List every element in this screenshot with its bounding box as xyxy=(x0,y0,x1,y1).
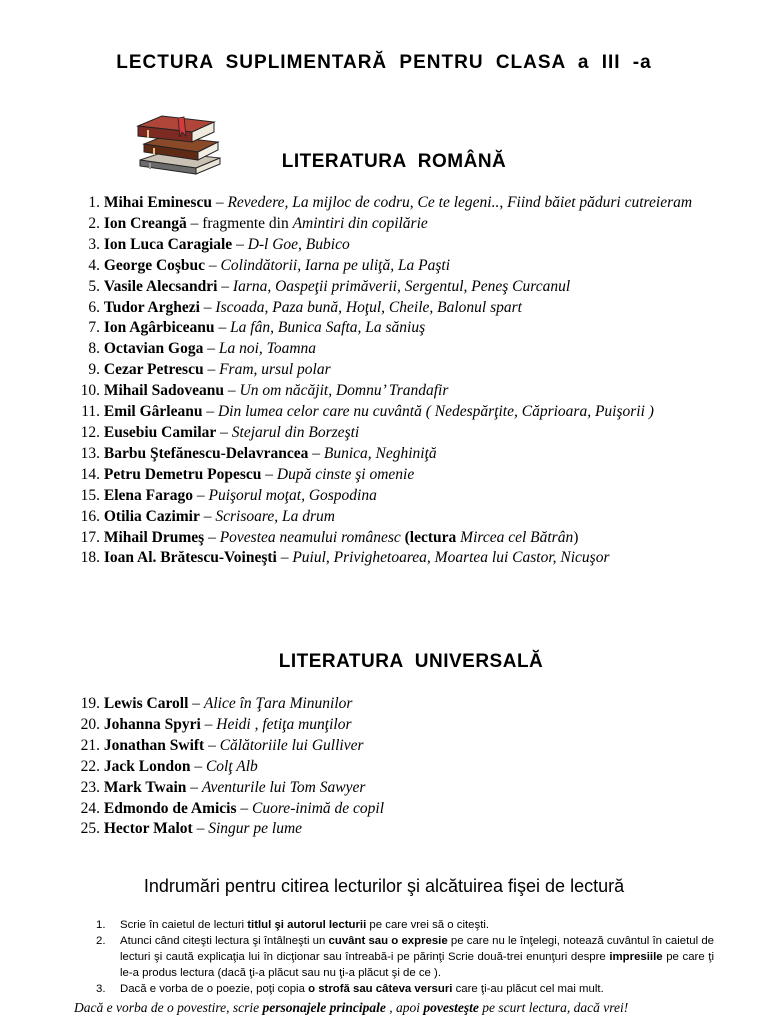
works-title: Aventurile lui Tom Sawyer xyxy=(201,778,366,796)
list-item: 10. Mihail Sadoveanu – Un om năcăjit, Domnu’ Trandafir xyxy=(74,381,712,402)
item-number: 3. xyxy=(96,983,106,995)
instruction-item: 2. Atunci când citeşti lectura şi întâlneşti un cuvânt sau o expresie pe care nu le înţelegi, notează cuvântul în caietul de lecturi şi caută explicaţia lui în dicţionar sau întreabă-i pe părinţi Scrie două-trei enunţuri despre impresiile pe care ţi le-a produs lectura (dacă ţi-a plăcut sau nu ţi-a plăcut şi de ce ). xyxy=(96,935,714,979)
works-title: Puişorul moţat, Gospodina xyxy=(208,486,377,504)
author-name: Elena Farago xyxy=(103,486,193,504)
author-name: Vasile Alecsandri xyxy=(103,277,218,295)
works-title: Iscoada, Paza bună, Hoţul, Cheile, Balonul spart xyxy=(215,298,522,316)
author-name: George Coşbuc xyxy=(103,256,206,274)
item-number: 18. xyxy=(80,549,100,567)
item-number: 17. xyxy=(80,528,100,546)
item-number: 21. xyxy=(80,736,100,754)
works-title: Iarna, Oaspeţii primăverii, Sergentul, Peneş Curcanul xyxy=(232,277,571,295)
item-number: 25. xyxy=(80,820,100,838)
item-number: 5. xyxy=(88,277,100,295)
instructions-list xyxy=(92,917,714,997)
author-name: Jonathan Swift xyxy=(103,736,205,754)
works-title: Cuore-inimă de copil xyxy=(252,799,385,817)
item-number: 3. xyxy=(88,235,100,253)
works-title: Amintiri din copilărie xyxy=(292,214,428,232)
works-title: La fân, Bunica Safta, La săniuş xyxy=(230,319,426,337)
author-name: Octavian Goga xyxy=(103,340,204,358)
item-number: 12. xyxy=(80,423,100,441)
works-title: Bunica, Neghiniţă xyxy=(323,444,437,462)
author-name: Eusebiu Camilar xyxy=(103,423,217,441)
works-title: Din lumea celor care nu cuvântă ( Nedespărţite, Căprioara, Puişorii ) xyxy=(217,403,654,421)
list-item: 20. Johanna Spyri – Heidi , fetiţa munţilor xyxy=(74,715,712,736)
item-number: 14. xyxy=(80,465,100,483)
list-item: 19. Lewis Caroll – Alice în Ţara Minunilor xyxy=(74,694,712,715)
list-item: 25. Hector Malot – Singur pe lume xyxy=(74,819,712,840)
item-number: 2. xyxy=(96,935,106,947)
author-name: Ion Luca Caragiale xyxy=(103,235,233,253)
list-item: 13. Barbu Ştefănescu-Delavrancea – Bunica, Neghiniţă xyxy=(74,444,712,465)
item-number: 19. xyxy=(80,695,100,712)
works-title: Revedere, La mijloc de codru, Ce te legeni.., Fiind băiet păduri cutreieram xyxy=(227,194,693,211)
author-name: Ion Agârbiceanu xyxy=(103,319,215,337)
author-name: Cezar Petrescu xyxy=(103,361,204,379)
item-number: 7. xyxy=(88,319,100,337)
works-title: Povestea neamului românesc xyxy=(219,528,401,546)
list-item: 12. Eusebiu Camilar – Stejarul din Borzeşti xyxy=(74,423,712,444)
author-name: Petru Demetru Popescu xyxy=(103,465,262,483)
romanian-reading-list xyxy=(74,193,712,569)
works-title: Heidi , fetiţa munţilor xyxy=(216,715,352,733)
list-item: 18. Ioan Al. Brătescu-Voineşti – Puiul, Privighetoarea, Moartea lui Castor, Nicuşor xyxy=(74,548,712,569)
item-number: 22. xyxy=(80,757,100,775)
list-item: 1. Mihai Eminescu – Revedere, La mijloc de codru, Ce te legeni.., Fiind băiet păduri cutreieram xyxy=(74,193,712,214)
author-name: Lewis Caroll xyxy=(103,695,189,712)
item-number: 23. xyxy=(80,778,100,796)
item-number: 4. xyxy=(88,256,100,274)
universal-reading-list xyxy=(74,694,712,840)
instruction-item: 3. Dacă e vorba de o poezie, poţi copia o strofă sau câteva versuri care ţi-au plăcut cel mai mult. xyxy=(96,983,604,995)
item-number: 16. xyxy=(80,507,100,525)
item-number: 2. xyxy=(88,214,100,232)
section-heading-romanian: LITERATURA ROMÂNĂ xyxy=(281,151,507,172)
author-name: Ioan Al. Brătescu-Voineşti xyxy=(103,549,277,567)
author-name: Mihail Sadoveanu xyxy=(103,382,225,400)
item-number: 15. xyxy=(80,486,100,504)
author-name: Mihail Drumeş xyxy=(103,528,205,546)
list-item: 9. Cezar Petrescu – Fram, ursul polar xyxy=(74,360,712,381)
author-name: Barbu Ştefănescu-Delavrancea xyxy=(103,444,309,462)
closing-note: Dacă e vorba de o povestire, scrie personajele principale , apoi povesteşte pe scurt lectura, dacă vrei! xyxy=(74,1000,629,1015)
item-number: 24. xyxy=(80,799,100,817)
instruction-item: 1. Scrie în caietul de lecturi titlul şi autorul lecturii pe care vrei să o citeşti. xyxy=(96,919,490,931)
list-item: 11. Emil Gârleanu – Din lumea celor care nu cuvântă ( Nedespărţite, Căprioara, Puişorii ) xyxy=(74,402,712,423)
author-name: Edmondo de Amicis xyxy=(103,799,237,817)
item-number: 11. xyxy=(81,403,100,421)
list-item: 3. Ion Luca Caragiale – D-l Goe, Bubico xyxy=(74,235,712,256)
item-number: 13. xyxy=(80,444,100,462)
works-title: Un om năcăjit, Domnu’ Trandafir xyxy=(239,382,449,400)
works-title: Singur pe lume xyxy=(208,820,303,838)
list-item: 21. Jonathan Swift – Călătoriile lui Gulliver xyxy=(74,736,712,757)
list-item: 22. Jack London – Colţ Alb xyxy=(74,757,712,778)
item-number: 20. xyxy=(80,715,100,733)
works-title: Călătoriile lui Gulliver xyxy=(219,736,364,754)
list-item: 4. George Coşbuc – Colindătorii, Iarna pe uliţă, La Paşti xyxy=(74,256,712,277)
author-name: Otilia Cazimir xyxy=(103,507,200,525)
works-title: Fram, ursul polar xyxy=(219,361,331,379)
item-number: 1. xyxy=(88,194,100,211)
author-name: Johanna Spyri xyxy=(103,715,201,733)
author-name: Mihai Eminescu xyxy=(103,194,212,211)
author-name: Hector Malot xyxy=(103,820,193,838)
works-title: D-l Goe, Bubico xyxy=(247,235,350,253)
section-heading-universal: LITERATURA UNIVERSALĂ xyxy=(278,651,544,672)
item-number: 6. xyxy=(88,298,100,316)
works-title: La noi, Toamna xyxy=(218,340,317,358)
list-item: 14. Petru Demetru Popescu – După cinste şi omenie xyxy=(74,465,712,486)
author-name: Tudor Arghezi xyxy=(103,298,200,316)
works-title: Puiul, Privighetoarea, Moartea lui Castor, Nicuşor xyxy=(292,549,610,567)
author-name: Mark Twain xyxy=(103,778,187,796)
works-title: După cinste şi omenie xyxy=(276,465,415,483)
item-number: 9. xyxy=(88,361,100,379)
list-item: 17. Mihail Drumeş – Povestea neamului românesc (lectura Mircea cel Bătrân) xyxy=(74,528,712,549)
list-item: 16. Otilia Cazimir – Scrisoare, La drum xyxy=(74,507,712,528)
item-number: 10. xyxy=(80,382,100,400)
list-item: 23. Mark Twain – Aventurile lui Tom Sawyer xyxy=(74,778,712,799)
author-name: Jack London xyxy=(103,757,191,775)
list-item: 24. Edmondo de Amicis – Cuore-inimă de copil xyxy=(74,799,712,820)
list-item: 2. Ion Creangă – fragmente din Amintiri din copilărie xyxy=(74,214,712,235)
list-item: 8. Octavian Goga – La noi, Toamna xyxy=(74,339,712,360)
author-name: Emil Gârleanu xyxy=(103,403,203,421)
list-item: 5. Vasile Alecsandri – Iarna, Oaspeţii primăverii, Sergentul, Peneş Curcanul xyxy=(74,277,712,298)
page-title: LECTURA SUPLIMENTARĂ PENTRU CLASA a III -a xyxy=(116,52,652,73)
item-number: 1. xyxy=(96,919,106,931)
works-title: Alice în Ţara Minunilor xyxy=(203,695,353,712)
works-title: Scrisoare, La drum xyxy=(215,507,335,525)
works-title: Colţ Alb xyxy=(205,757,258,775)
works-title: Colindătorii, Iarna pe uliţă, La Paşti xyxy=(220,256,451,274)
list-item: 15. Elena Farago – Puişorul moţat, Gospodina xyxy=(74,486,712,507)
works-title: Stejarul din Borzeşti xyxy=(231,423,360,441)
item-number: 8. xyxy=(88,340,100,358)
instructions-heading: Indrumări pentru citirea lecturilor şi alcătuirea fişei de lectură xyxy=(143,876,625,896)
list-item: 6. Tudor Arghezi – Iscoada, Paza bună, Hoţul, Cheile, Balonul spart xyxy=(74,298,712,319)
author-name: Ion Creangă xyxy=(103,214,187,232)
list-item: 7. Ion Agârbiceanu – La fân, Bunica Safta, La săniuş xyxy=(74,318,712,339)
